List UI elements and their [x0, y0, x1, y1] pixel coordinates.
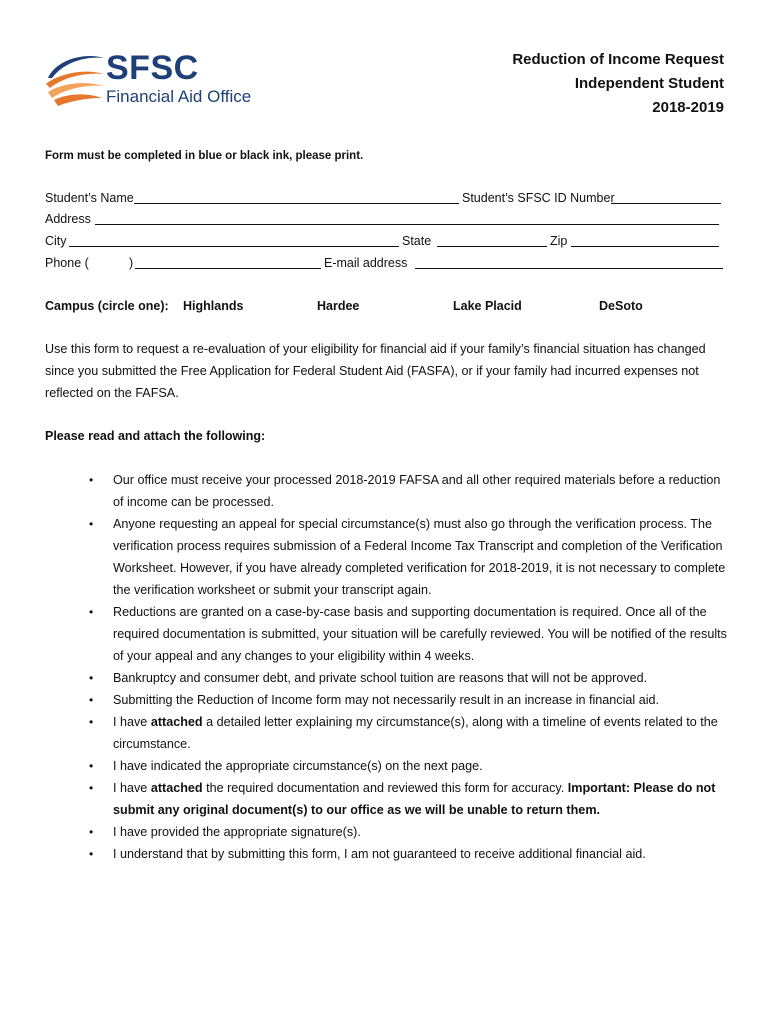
city-field[interactable] — [69, 246, 399, 247]
state-label: State — [402, 234, 432, 248]
email-label: E-mail address — [324, 256, 408, 270]
sfsc-swoosh-icon — [44, 48, 106, 114]
sfsc-logo — [44, 48, 274, 114]
bullet-icon: • — [89, 715, 94, 729]
list-item: • Our office must receive your processed 2018-2019 FAFSA and all other required materials before a reduction of income can be processed. — [45, 469, 727, 513]
read-attach-heading: Please read and attach the following: — [45, 429, 266, 443]
student-name-label: Student’s Name — [45, 191, 134, 205]
campus-option-desoto[interactable]: DeSoto — [599, 299, 643, 313]
list-item: • I have indicated the appropriate circumstance(s) on the next page. — [45, 755, 727, 777]
bullet-icon: • — [89, 825, 94, 839]
logo-wordmark: SFSC — [106, 49, 199, 87]
city-state-zip-row — [45, 231, 725, 251]
bullet-icon: • — [89, 517, 94, 531]
address-row — [45, 209, 725, 229]
list-item: • Reductions are granted on a case-by-case basis and supporting documentation is required. Once all of the required documentation is submitted, your situation will be carefully reviewed. You will be notified of the results of your appeal and any changes to your eligibility within 4 weeks. — [45, 601, 727, 667]
bullet-icon: • — [89, 605, 94, 619]
campus-option-highlands[interactable]: Highlands — [183, 299, 244, 313]
phone-field[interactable] — [135, 268, 321, 269]
campus-row — [45, 296, 725, 316]
list-item: • Submitting the Reduction of Income form may not necessarily result in an increase in financial aid. — [45, 689, 727, 711]
title-line-1: Reduction of Income Request — [512, 51, 724, 68]
logo-subtitle: Financial Aid Office — [106, 87, 252, 106]
list-item: • I understand that by submitting this form, I am not guaranteed to receive additional financial aid. — [45, 843, 727, 865]
list-item: • I have attached a detailed letter explaining my circumstance(s), along with a timeline of events related to the circumstance. — [45, 711, 727, 755]
email-field[interactable] — [415, 268, 723, 269]
phone-paren-close: ) — [129, 256, 134, 270]
campus-label: Campus (circle one): — [45, 299, 169, 313]
name-id-row — [45, 188, 725, 208]
state-field[interactable] — [437, 246, 547, 247]
bullet-icon: • — [89, 693, 94, 707]
bullet-icon: • — [89, 781, 94, 795]
bullet-icon: • — [89, 473, 94, 487]
city-label: City — [45, 234, 67, 248]
bullet-icon: • — [89, 847, 94, 861]
form-title — [512, 48, 724, 120]
title-line-3: 2018-2019 — [652, 99, 724, 116]
bullet-icon: • — [89, 759, 94, 773]
list-item: • Bankruptcy and consumer debt, and private school tuition are reasons that will not be approved. — [45, 667, 727, 689]
ink-instruction: Form must be completed in blue or black ink, please print. — [45, 150, 364, 162]
student-name-field[interactable] — [134, 203, 459, 204]
title-line-2: Independent Student — [574, 75, 724, 92]
bullet-icon: • — [89, 671, 94, 685]
campus-option-lake-placid[interactable]: Lake Placid — [453, 299, 522, 313]
student-id-field[interactable] — [611, 203, 721, 204]
zip-field[interactable] — [571, 246, 719, 247]
intro-paragraph: Use this form to request a re-evaluation of your eligibility for financial aid if your family’s financial situation has changed since you submitted the Free Application for Federal Student Aid (FASFA), or if your family had incurred expenses not reflected on the FAFSA. — [45, 342, 706, 400]
phone-email-row — [45, 253, 725, 273]
campus-option-hardee[interactable]: Hardee — [317, 299, 360, 313]
student-id-label: Student’s SFSC ID Number — [462, 191, 615, 205]
address-label: Address — [45, 212, 91, 226]
requirements-list — [45, 469, 727, 865]
list-item: • I have provided the appropriate signature(s). — [45, 821, 727, 843]
list-item: • Anyone requesting an appeal for special circumstance(s) must also go through the verification process. The verification process requires submission of a Federal Income Tax Transcript and completion of the Verification Worksheet. However, if you have already completed verification for 2018-2019, it is not necessary to complete the verification worksheet or submit your transcript again. — [45, 513, 727, 601]
address-field[interactable] — [95, 224, 719, 225]
phone-label: Phone ( — [45, 256, 89, 270]
list-item: • I have attached the required documentation and reviewed this form for accuracy. Important: Please do not submit any original document(s) to our office as we will be unable to return them. — [45, 777, 727, 821]
zip-label: Zip — [550, 234, 568, 248]
